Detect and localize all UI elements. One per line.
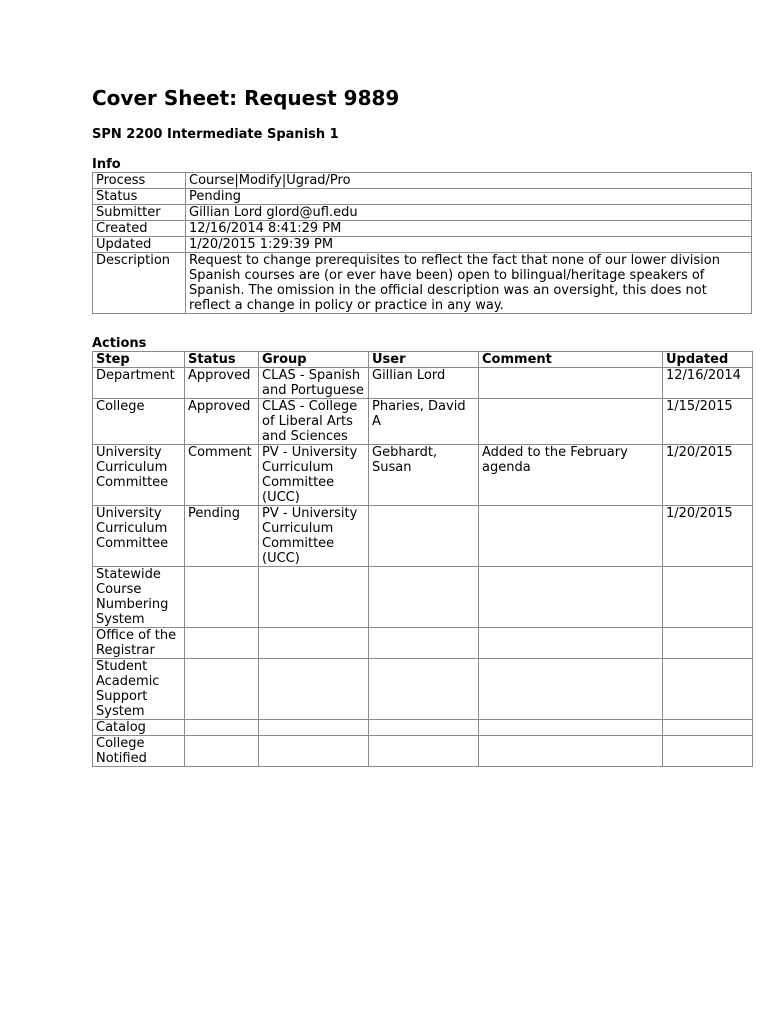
comment-cell [479,659,663,720]
status-cell [185,567,259,628]
group-cell [259,567,369,628]
info-table [92,172,752,314]
group-cell [259,628,369,659]
status-cell: Approved [185,368,259,399]
info-value: 12/16/2014 8:41:29 PM [186,221,752,237]
user-cell [369,506,479,567]
updated-cell [663,628,753,659]
user-cell [369,659,479,720]
step-cell: Statewide Course Numbering System [93,567,185,628]
comment-cell [479,567,663,628]
step-cell: Department [93,368,185,399]
step-cell: University Curriculum Committee [93,506,185,567]
info-value: Request to change prerequisites to reflect the fact that none of our lower division Spanish courses are (or ever have been) open to bilingual/heritage speakers of Spanish. The omission in the official description was an oversight, this does not reflect a change in policy or practice in any way. [186,253,752,314]
group-cell: CLAS - Spanish and Portuguese [259,368,369,399]
info-row-process [93,173,752,189]
updated-cell: 1/20/2015 [663,445,753,506]
comment-cell [479,368,663,399]
info-label: Created [93,221,186,237]
status-cell: Comment [185,445,259,506]
comment-cell [479,736,663,767]
step-cell: University Curriculum Committee [93,445,185,506]
table-row [93,720,753,736]
comment-cell [479,628,663,659]
updated-cell: 1/15/2015 [663,399,753,445]
info-row-submitter [93,205,752,221]
info-label: Description [93,253,186,314]
group-cell: PV - University Curriculum Committee (UCC) [259,506,369,567]
actions-table [92,351,753,767]
updated-cell: 12/16/2014 [663,368,753,399]
column-header-comment: Comment [479,352,663,368]
info-row-created [93,221,752,237]
group-cell: CLAS - College of Liberal Arts and Sciences [259,399,369,445]
step-cell: Catalog [93,720,185,736]
user-cell [369,736,479,767]
actions-header-row [93,352,753,368]
table-row [93,628,753,659]
updated-cell: 1/20/2015 [663,506,753,567]
table-row [93,445,753,506]
column-header-group: Group [259,352,369,368]
table-row [93,399,753,445]
table-row [93,506,753,567]
table-row [93,567,753,628]
step-cell: Office of the Registrar [93,628,185,659]
updated-cell [663,567,753,628]
updated-cell [663,720,753,736]
status-cell: Approved [185,399,259,445]
user-cell [369,567,479,628]
info-label: Submitter [93,205,186,221]
info-label: Updated [93,237,186,253]
table-row [93,368,753,399]
table-row [93,736,753,767]
course-title: SPN 2200 Intermediate Spanish 1 [92,127,339,142]
comment-cell [479,506,663,567]
group-cell [259,659,369,720]
page-title: Cover Sheet: Request 9889 [92,86,400,110]
group-cell [259,720,369,736]
step-cell: College [93,399,185,445]
column-header-status: Status [185,352,259,368]
info-value: 1/20/2015 1:29:39 PM [186,237,752,253]
step-cell: College Notified [93,736,185,767]
info-row-status [93,189,752,205]
group-cell: PV - University Curriculum Committee (UCC) [259,445,369,506]
info-heading: Info [92,157,121,172]
info-value: Course|Modify|Ugrad/Pro [186,173,752,189]
column-header-user: User [369,352,479,368]
comment-cell [479,720,663,736]
actions-heading: Actions [92,336,147,351]
table-row [93,659,753,720]
info-value: Gillian Lord glord@ufl.edu [186,205,752,221]
user-cell: Pharies, David A [369,399,479,445]
info-label: Process [93,173,186,189]
comment-cell: Added to the February agenda [479,445,663,506]
updated-cell [663,659,753,720]
comment-cell [479,399,663,445]
step-cell: Student Academic Support System [93,659,185,720]
status-cell: Pending [185,506,259,567]
info-value: Pending [186,189,752,205]
user-cell [369,720,479,736]
group-cell [259,736,369,767]
info-row-description [93,253,752,314]
status-cell [185,628,259,659]
status-cell [185,659,259,720]
status-cell [185,736,259,767]
info-row-updated [93,237,752,253]
user-cell: Gebhardt, Susan [369,445,479,506]
updated-cell [663,736,753,767]
user-cell [369,628,479,659]
status-cell [185,720,259,736]
column-header-updated: Updated [663,352,753,368]
column-header-step: Step [93,352,185,368]
info-label: Status [93,189,186,205]
user-cell: Gillian Lord [369,368,479,399]
